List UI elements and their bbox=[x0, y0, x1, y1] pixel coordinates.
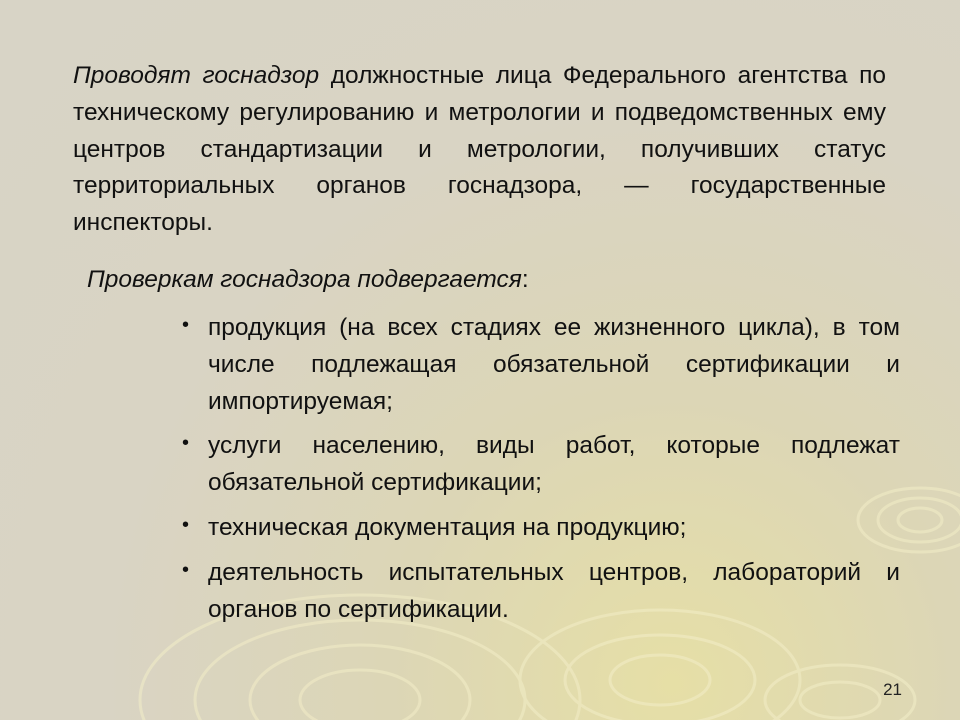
bullet-icon: • bbox=[182, 432, 190, 455]
list-item bbox=[182, 510, 900, 547]
bullet-icon: • bbox=[182, 314, 190, 336]
bullet-icon: • bbox=[182, 558, 190, 581]
list-heading bbox=[87, 262, 529, 298]
list-item-text: продукция (на всех стадиях ее жизненного цикла), в том числе подлежащая обязательной сертификации и импортируемая; bbox=[208, 314, 900, 415]
list-heading-text: Проверкам госнадзора подвергается bbox=[87, 266, 522, 293]
intro-lead: Проводят госнадзор bbox=[73, 62, 320, 89]
list-item-text: деятельность испытательных центров, лабораторий и органов по сертификации. bbox=[208, 558, 900, 623]
intro-block bbox=[73, 58, 886, 242]
list-item bbox=[182, 555, 900, 629]
intro-text: должностные лица Федерального агентства по техническому регулированию и метрологии и подведомственных ему центров стандартизации и метрологии, получивших статус территориальных органов госнадзора, — государственные инспекторы. bbox=[73, 62, 886, 237]
list-item bbox=[182, 428, 900, 502]
bullet-icon: • bbox=[182, 513, 190, 536]
list-heading-colon: : bbox=[521, 266, 529, 293]
list-item-text: услуги населению, виды работ, которые подлежат обязательной сертификации; bbox=[208, 432, 900, 497]
subject-list bbox=[182, 310, 900, 636]
list-item bbox=[182, 310, 900, 420]
page-number: 21 bbox=[883, 680, 902, 699]
list-item-text: техническая документация на продукцию; bbox=[208, 513, 687, 541]
intro-paragraph bbox=[73, 58, 886, 242]
